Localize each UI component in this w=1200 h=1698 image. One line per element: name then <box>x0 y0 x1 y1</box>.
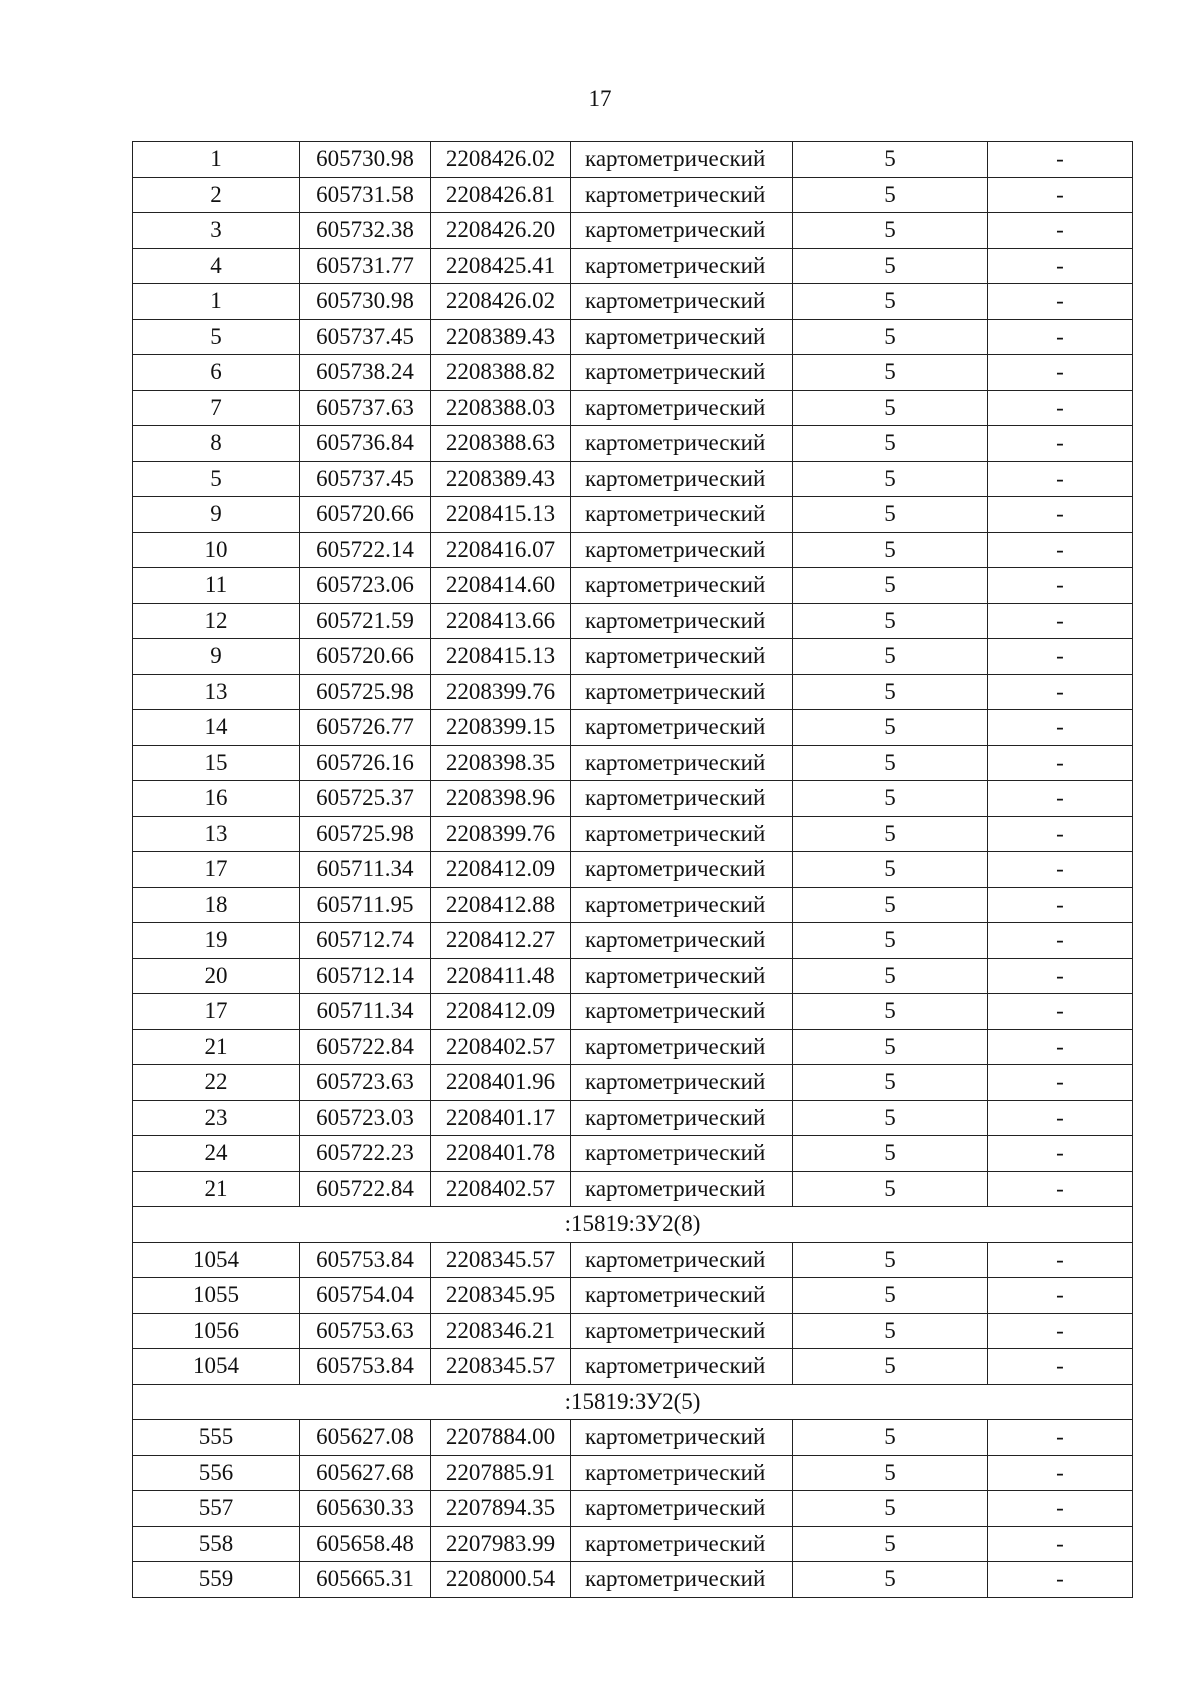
table-row <box>133 923 1133 959</box>
table-row <box>133 355 1133 391</box>
accuracy-cell: 5 <box>793 177 988 213</box>
x-coordinate-cell: 605723.63 <box>300 1065 431 1101</box>
y-coordinate-cell: 2207884.00 <box>431 1420 571 1456</box>
method-cell: картометрический <box>571 461 793 497</box>
method-cell: картометрический <box>571 142 793 178</box>
x-coordinate-cell: 605737.45 <box>300 319 431 355</box>
point-number-cell: 558 <box>133 1526 300 1562</box>
table-row <box>133 781 1133 817</box>
x-coordinate-cell: 605726.77 <box>300 710 431 746</box>
note-cell: - <box>988 1349 1133 1385</box>
point-number-cell: 1 <box>133 142 300 178</box>
table-row <box>133 497 1133 533</box>
table-row <box>133 142 1133 178</box>
accuracy-cell: 5 <box>793 994 988 1030</box>
x-coordinate-cell: 605722.84 <box>300 1171 431 1207</box>
y-coordinate-cell: 2207983.99 <box>431 1526 571 1562</box>
method-cell: картометрический <box>571 1171 793 1207</box>
x-coordinate-cell: 605754.04 <box>300 1278 431 1314</box>
point-number-cell: 8 <box>133 426 300 462</box>
page-number: 17 <box>588 86 612 111</box>
x-coordinate-cell: 605665.31 <box>300 1562 431 1598</box>
y-coordinate-cell: 2208389.43 <box>431 461 571 497</box>
note-cell: - <box>988 390 1133 426</box>
x-coordinate-cell: 605711.34 <box>300 994 431 1030</box>
point-number-cell: 23 <box>133 1100 300 1136</box>
table-row <box>133 213 1133 249</box>
point-number-cell: 17 <box>133 852 300 888</box>
y-coordinate-cell: 2208399.15 <box>431 710 571 746</box>
point-number-cell: 18 <box>133 887 300 923</box>
method-cell: картометрический <box>571 710 793 746</box>
accuracy-cell: 5 <box>793 319 988 355</box>
note-cell: - <box>988 781 1133 817</box>
method-cell: картометрический <box>571 1349 793 1385</box>
table-row <box>133 426 1133 462</box>
method-cell: картометрический <box>571 497 793 533</box>
method-cell: картометрический <box>571 639 793 675</box>
y-coordinate-cell: 2208398.96 <box>431 781 571 817</box>
accuracy-cell: 5 <box>793 1029 988 1065</box>
method-cell: картометрический <box>571 1278 793 1314</box>
method-cell: картометрический <box>571 248 793 284</box>
x-coordinate-cell: 605737.63 <box>300 390 431 426</box>
y-coordinate-cell: 2208401.78 <box>431 1136 571 1172</box>
coordinates-table-body <box>133 142 1133 1598</box>
table-row <box>133 1313 1133 1349</box>
table-row <box>133 532 1133 568</box>
point-number-cell: 13 <box>133 674 300 710</box>
point-number-cell: 556 <box>133 1455 300 1491</box>
point-number-cell: 22 <box>133 1065 300 1101</box>
point-number-cell: 3 <box>133 213 300 249</box>
y-coordinate-cell: 2208402.57 <box>431 1029 571 1065</box>
x-coordinate-cell: 605753.63 <box>300 1313 431 1349</box>
point-number-cell: 16 <box>133 781 300 817</box>
method-cell: картометрический <box>571 887 793 923</box>
note-cell: - <box>988 1171 1133 1207</box>
note-cell: - <box>988 497 1133 533</box>
table-row <box>133 1526 1133 1562</box>
table-row <box>133 994 1133 1030</box>
x-coordinate-cell: 605736.84 <box>300 426 431 462</box>
accuracy-cell: 5 <box>793 284 988 320</box>
note-cell: - <box>988 674 1133 710</box>
point-number-cell: 4 <box>133 248 300 284</box>
note-cell: - <box>988 213 1133 249</box>
point-number-cell: 7 <box>133 390 300 426</box>
x-coordinate-cell: 605730.98 <box>300 284 431 320</box>
method-cell: картометрический <box>571 1562 793 1598</box>
accuracy-cell: 5 <box>793 1491 988 1527</box>
point-number-cell: 20 <box>133 958 300 994</box>
table-row <box>133 1349 1133 1385</box>
x-coordinate-cell: 605711.34 <box>300 852 431 888</box>
table-row <box>133 745 1133 781</box>
note-cell: - <box>988 852 1133 888</box>
point-number-cell: 9 <box>133 497 300 533</box>
table-row <box>133 1065 1133 1101</box>
method-cell: картометрический <box>571 852 793 888</box>
note-cell: - <box>988 248 1133 284</box>
y-coordinate-cell: 2208401.17 <box>431 1100 571 1136</box>
accuracy-cell: 5 <box>793 710 988 746</box>
method-cell: картометрический <box>571 816 793 852</box>
point-number-cell: 5 <box>133 461 300 497</box>
table-row <box>133 603 1133 639</box>
point-number-cell: 2 <box>133 177 300 213</box>
x-coordinate-cell: 605725.37 <box>300 781 431 817</box>
note-cell: - <box>988 1455 1133 1491</box>
accuracy-cell: 5 <box>793 852 988 888</box>
accuracy-cell: 5 <box>793 248 988 284</box>
x-coordinate-cell: 605712.74 <box>300 923 431 959</box>
note-cell: - <box>988 461 1133 497</box>
x-coordinate-cell: 605737.45 <box>300 461 431 497</box>
section-row <box>133 1207 1133 1243</box>
coordinates-table <box>132 141 1133 1598</box>
note-cell: - <box>988 1420 1133 1456</box>
table-row <box>133 958 1133 994</box>
method-cell: картометрический <box>571 390 793 426</box>
accuracy-cell: 5 <box>793 816 988 852</box>
y-coordinate-cell: 2208415.13 <box>431 639 571 675</box>
y-coordinate-cell: 2208402.57 <box>431 1171 571 1207</box>
y-coordinate-cell: 2208401.96 <box>431 1065 571 1101</box>
table-row <box>133 852 1133 888</box>
x-coordinate-cell: 605738.24 <box>300 355 431 391</box>
accuracy-cell: 5 <box>793 674 988 710</box>
method-cell: картометрический <box>571 1420 793 1456</box>
note-cell: - <box>988 887 1133 923</box>
accuracy-cell: 5 <box>793 958 988 994</box>
method-cell: картометрический <box>571 568 793 604</box>
method-cell: картометрический <box>571 1491 793 1527</box>
x-coordinate-cell: 605712.14 <box>300 958 431 994</box>
x-coordinate-cell: 605658.48 <box>300 1526 431 1562</box>
point-number-cell: 5 <box>133 319 300 355</box>
y-coordinate-cell: 2208398.35 <box>431 745 571 781</box>
x-coordinate-cell: 605732.38 <box>300 213 431 249</box>
y-coordinate-cell: 2208345.57 <box>431 1349 571 1385</box>
table-row <box>133 1491 1133 1527</box>
x-coordinate-cell: 605630.33 <box>300 1491 431 1527</box>
point-number-cell: 9 <box>133 639 300 675</box>
y-coordinate-cell: 2208412.09 <box>431 994 571 1030</box>
table-row <box>133 1029 1133 1065</box>
y-coordinate-cell: 2208414.60 <box>431 568 571 604</box>
y-coordinate-cell: 2208426.02 <box>431 142 571 178</box>
accuracy-cell: 5 <box>793 1242 988 1278</box>
accuracy-cell: 5 <box>793 1313 988 1349</box>
method-cell: картометрический <box>571 923 793 959</box>
table-row <box>133 887 1133 923</box>
note-cell: - <box>988 1562 1133 1598</box>
table-row <box>133 177 1133 213</box>
x-coordinate-cell: 605726.16 <box>300 745 431 781</box>
note-cell: - <box>988 1029 1133 1065</box>
x-coordinate-cell: 605627.08 <box>300 1420 431 1456</box>
accuracy-cell: 5 <box>793 1100 988 1136</box>
y-coordinate-cell: 2208345.95 <box>431 1278 571 1314</box>
method-cell: картометрический <box>571 1029 793 1065</box>
method-cell: картометрический <box>571 1526 793 1562</box>
x-coordinate-cell: 605731.77 <box>300 248 431 284</box>
note-cell: - <box>988 1136 1133 1172</box>
accuracy-cell: 5 <box>793 568 988 604</box>
point-number-cell: 21 <box>133 1029 300 1065</box>
accuracy-cell: 5 <box>793 745 988 781</box>
point-number-cell: 10 <box>133 532 300 568</box>
point-number-cell: 1055 <box>133 1278 300 1314</box>
method-cell: картометрический <box>571 745 793 781</box>
table-row <box>133 284 1133 320</box>
accuracy-cell: 5 <box>793 923 988 959</box>
method-cell: картометрический <box>571 319 793 355</box>
x-coordinate-cell: 605720.66 <box>300 639 431 675</box>
x-coordinate-cell: 605711.95 <box>300 887 431 923</box>
method-cell: картометрический <box>571 177 793 213</box>
accuracy-cell: 5 <box>793 887 988 923</box>
table-row <box>133 1242 1133 1278</box>
accuracy-cell: 5 <box>793 355 988 391</box>
section-title-cell: :15819:ЗУ2(5) <box>133 1384 1133 1420</box>
accuracy-cell: 5 <box>793 1562 988 1598</box>
table-row <box>133 1100 1133 1136</box>
accuracy-cell: 5 <box>793 390 988 426</box>
y-coordinate-cell: 2207894.35 <box>431 1491 571 1527</box>
y-coordinate-cell: 2207885.91 <box>431 1455 571 1491</box>
point-number-cell: 24 <box>133 1136 300 1172</box>
accuracy-cell: 5 <box>793 1349 988 1385</box>
y-coordinate-cell: 2208346.21 <box>431 1313 571 1349</box>
table-row <box>133 390 1133 426</box>
note-cell: - <box>988 426 1133 462</box>
y-coordinate-cell: 2208412.27 <box>431 923 571 959</box>
y-coordinate-cell: 2208000.54 <box>431 1562 571 1598</box>
x-coordinate-cell: 605723.06 <box>300 568 431 604</box>
table-row <box>133 1420 1133 1456</box>
table-row <box>133 1455 1133 1491</box>
method-cell: картометрический <box>571 426 793 462</box>
note-cell: - <box>988 994 1133 1030</box>
x-coordinate-cell: 605722.23 <box>300 1136 431 1172</box>
note-cell: - <box>988 816 1133 852</box>
note-cell: - <box>988 355 1133 391</box>
note-cell: - <box>988 745 1133 781</box>
x-coordinate-cell: 605730.98 <box>300 142 431 178</box>
table-row <box>133 1171 1133 1207</box>
point-number-cell: 19 <box>133 923 300 959</box>
method-cell: картометрический <box>571 213 793 249</box>
method-cell: картометрический <box>571 958 793 994</box>
y-coordinate-cell: 2208412.88 <box>431 887 571 923</box>
table-row <box>133 1278 1133 1314</box>
point-number-cell: 1 <box>133 284 300 320</box>
point-number-cell: 17 <box>133 994 300 1030</box>
x-coordinate-cell: 605720.66 <box>300 497 431 533</box>
note-cell: - <box>988 177 1133 213</box>
method-cell: картометрический <box>571 1313 793 1349</box>
method-cell: картометрический <box>571 674 793 710</box>
method-cell: картометрический <box>571 1136 793 1172</box>
table-row <box>133 1562 1133 1598</box>
method-cell: картометрический <box>571 994 793 1030</box>
y-coordinate-cell: 2208413.66 <box>431 603 571 639</box>
accuracy-cell: 5 <box>793 639 988 675</box>
y-coordinate-cell: 2208416.07 <box>431 532 571 568</box>
point-number-cell: 1054 <box>133 1242 300 1278</box>
x-coordinate-cell: 605723.03 <box>300 1100 431 1136</box>
table-row <box>133 639 1133 675</box>
note-cell: - <box>988 1526 1133 1562</box>
point-number-cell: 15 <box>133 745 300 781</box>
y-coordinate-cell: 2208426.20 <box>431 213 571 249</box>
accuracy-cell: 5 <box>793 142 988 178</box>
method-cell: картометрический <box>571 1242 793 1278</box>
x-coordinate-cell: 605731.58 <box>300 177 431 213</box>
point-number-cell: 557 <box>133 1491 300 1527</box>
accuracy-cell: 5 <box>793 1526 988 1562</box>
accuracy-cell: 5 <box>793 1278 988 1314</box>
accuracy-cell: 5 <box>793 781 988 817</box>
point-number-cell: 6 <box>133 355 300 391</box>
accuracy-cell: 5 <box>793 532 988 568</box>
y-coordinate-cell: 2208388.63 <box>431 426 571 462</box>
note-cell: - <box>988 603 1133 639</box>
x-coordinate-cell: 605722.84 <box>300 1029 431 1065</box>
note-cell: - <box>988 923 1133 959</box>
point-number-cell: 21 <box>133 1171 300 1207</box>
y-coordinate-cell: 2208345.57 <box>431 1242 571 1278</box>
x-coordinate-cell: 605753.84 <box>300 1349 431 1385</box>
note-cell: - <box>988 284 1133 320</box>
method-cell: картометрический <box>571 603 793 639</box>
note-cell: - <box>988 710 1133 746</box>
note-cell: - <box>988 639 1133 675</box>
x-coordinate-cell: 605725.98 <box>300 816 431 852</box>
y-coordinate-cell: 2208425.41 <box>431 248 571 284</box>
point-number-cell: 13 <box>133 816 300 852</box>
method-cell: картометрический <box>571 1455 793 1491</box>
method-cell: картометрический <box>571 532 793 568</box>
table-row <box>133 816 1133 852</box>
note-cell: - <box>988 568 1133 604</box>
y-coordinate-cell: 2208399.76 <box>431 816 571 852</box>
y-coordinate-cell: 2208388.82 <box>431 355 571 391</box>
note-cell: - <box>988 958 1133 994</box>
note-cell: - <box>988 1491 1133 1527</box>
point-number-cell: 559 <box>133 1562 300 1598</box>
y-coordinate-cell: 2208426.81 <box>431 177 571 213</box>
table-row <box>133 710 1133 746</box>
method-cell: картометрический <box>571 1065 793 1101</box>
accuracy-cell: 5 <box>793 461 988 497</box>
y-coordinate-cell: 2208399.76 <box>431 674 571 710</box>
point-number-cell: 11 <box>133 568 300 604</box>
accuracy-cell: 5 <box>793 213 988 249</box>
section-title-cell: :15819:ЗУ2(8) <box>133 1207 1133 1243</box>
y-coordinate-cell: 2208411.48 <box>431 958 571 994</box>
x-coordinate-cell: 605721.59 <box>300 603 431 639</box>
x-coordinate-cell: 605627.68 <box>300 1455 431 1491</box>
note-cell: - <box>988 1278 1133 1314</box>
method-cell: картометрический <box>571 355 793 391</box>
point-number-cell: 12 <box>133 603 300 639</box>
point-number-cell: 1054 <box>133 1349 300 1385</box>
y-coordinate-cell: 2208412.09 <box>431 852 571 888</box>
accuracy-cell: 5 <box>793 1455 988 1491</box>
y-coordinate-cell: 2208389.43 <box>431 319 571 355</box>
point-number-cell: 1056 <box>133 1313 300 1349</box>
x-coordinate-cell: 605725.98 <box>300 674 431 710</box>
table-row <box>133 319 1133 355</box>
accuracy-cell: 5 <box>793 1171 988 1207</box>
note-cell: - <box>988 1242 1133 1278</box>
table-row <box>133 248 1133 284</box>
point-number-cell: 555 <box>133 1420 300 1456</box>
y-coordinate-cell: 2208415.13 <box>431 497 571 533</box>
point-number-cell: 14 <box>133 710 300 746</box>
note-cell: - <box>988 142 1133 178</box>
method-cell: картометрический <box>571 1100 793 1136</box>
accuracy-cell: 5 <box>793 1420 988 1456</box>
accuracy-cell: 5 <box>793 497 988 533</box>
method-cell: картометрический <box>571 781 793 817</box>
accuracy-cell: 5 <box>793 1136 988 1172</box>
note-cell: - <box>988 532 1133 568</box>
y-coordinate-cell: 2208388.03 <box>431 390 571 426</box>
method-cell: картометрический <box>571 284 793 320</box>
accuracy-cell: 5 <box>793 426 988 462</box>
accuracy-cell: 5 <box>793 603 988 639</box>
y-coordinate-cell: 2208426.02 <box>431 284 571 320</box>
accuracy-cell: 5 <box>793 1065 988 1101</box>
x-coordinate-cell: 605722.14 <box>300 532 431 568</box>
note-cell: - <box>988 1313 1133 1349</box>
x-coordinate-cell: 605753.84 <box>300 1242 431 1278</box>
table-row <box>133 461 1133 497</box>
section-row <box>133 1384 1133 1420</box>
note-cell: - <box>988 319 1133 355</box>
table-row <box>133 568 1133 604</box>
table-row <box>133 674 1133 710</box>
note-cell: - <box>988 1065 1133 1101</box>
note-cell: - <box>988 1100 1133 1136</box>
table-row <box>133 1136 1133 1172</box>
